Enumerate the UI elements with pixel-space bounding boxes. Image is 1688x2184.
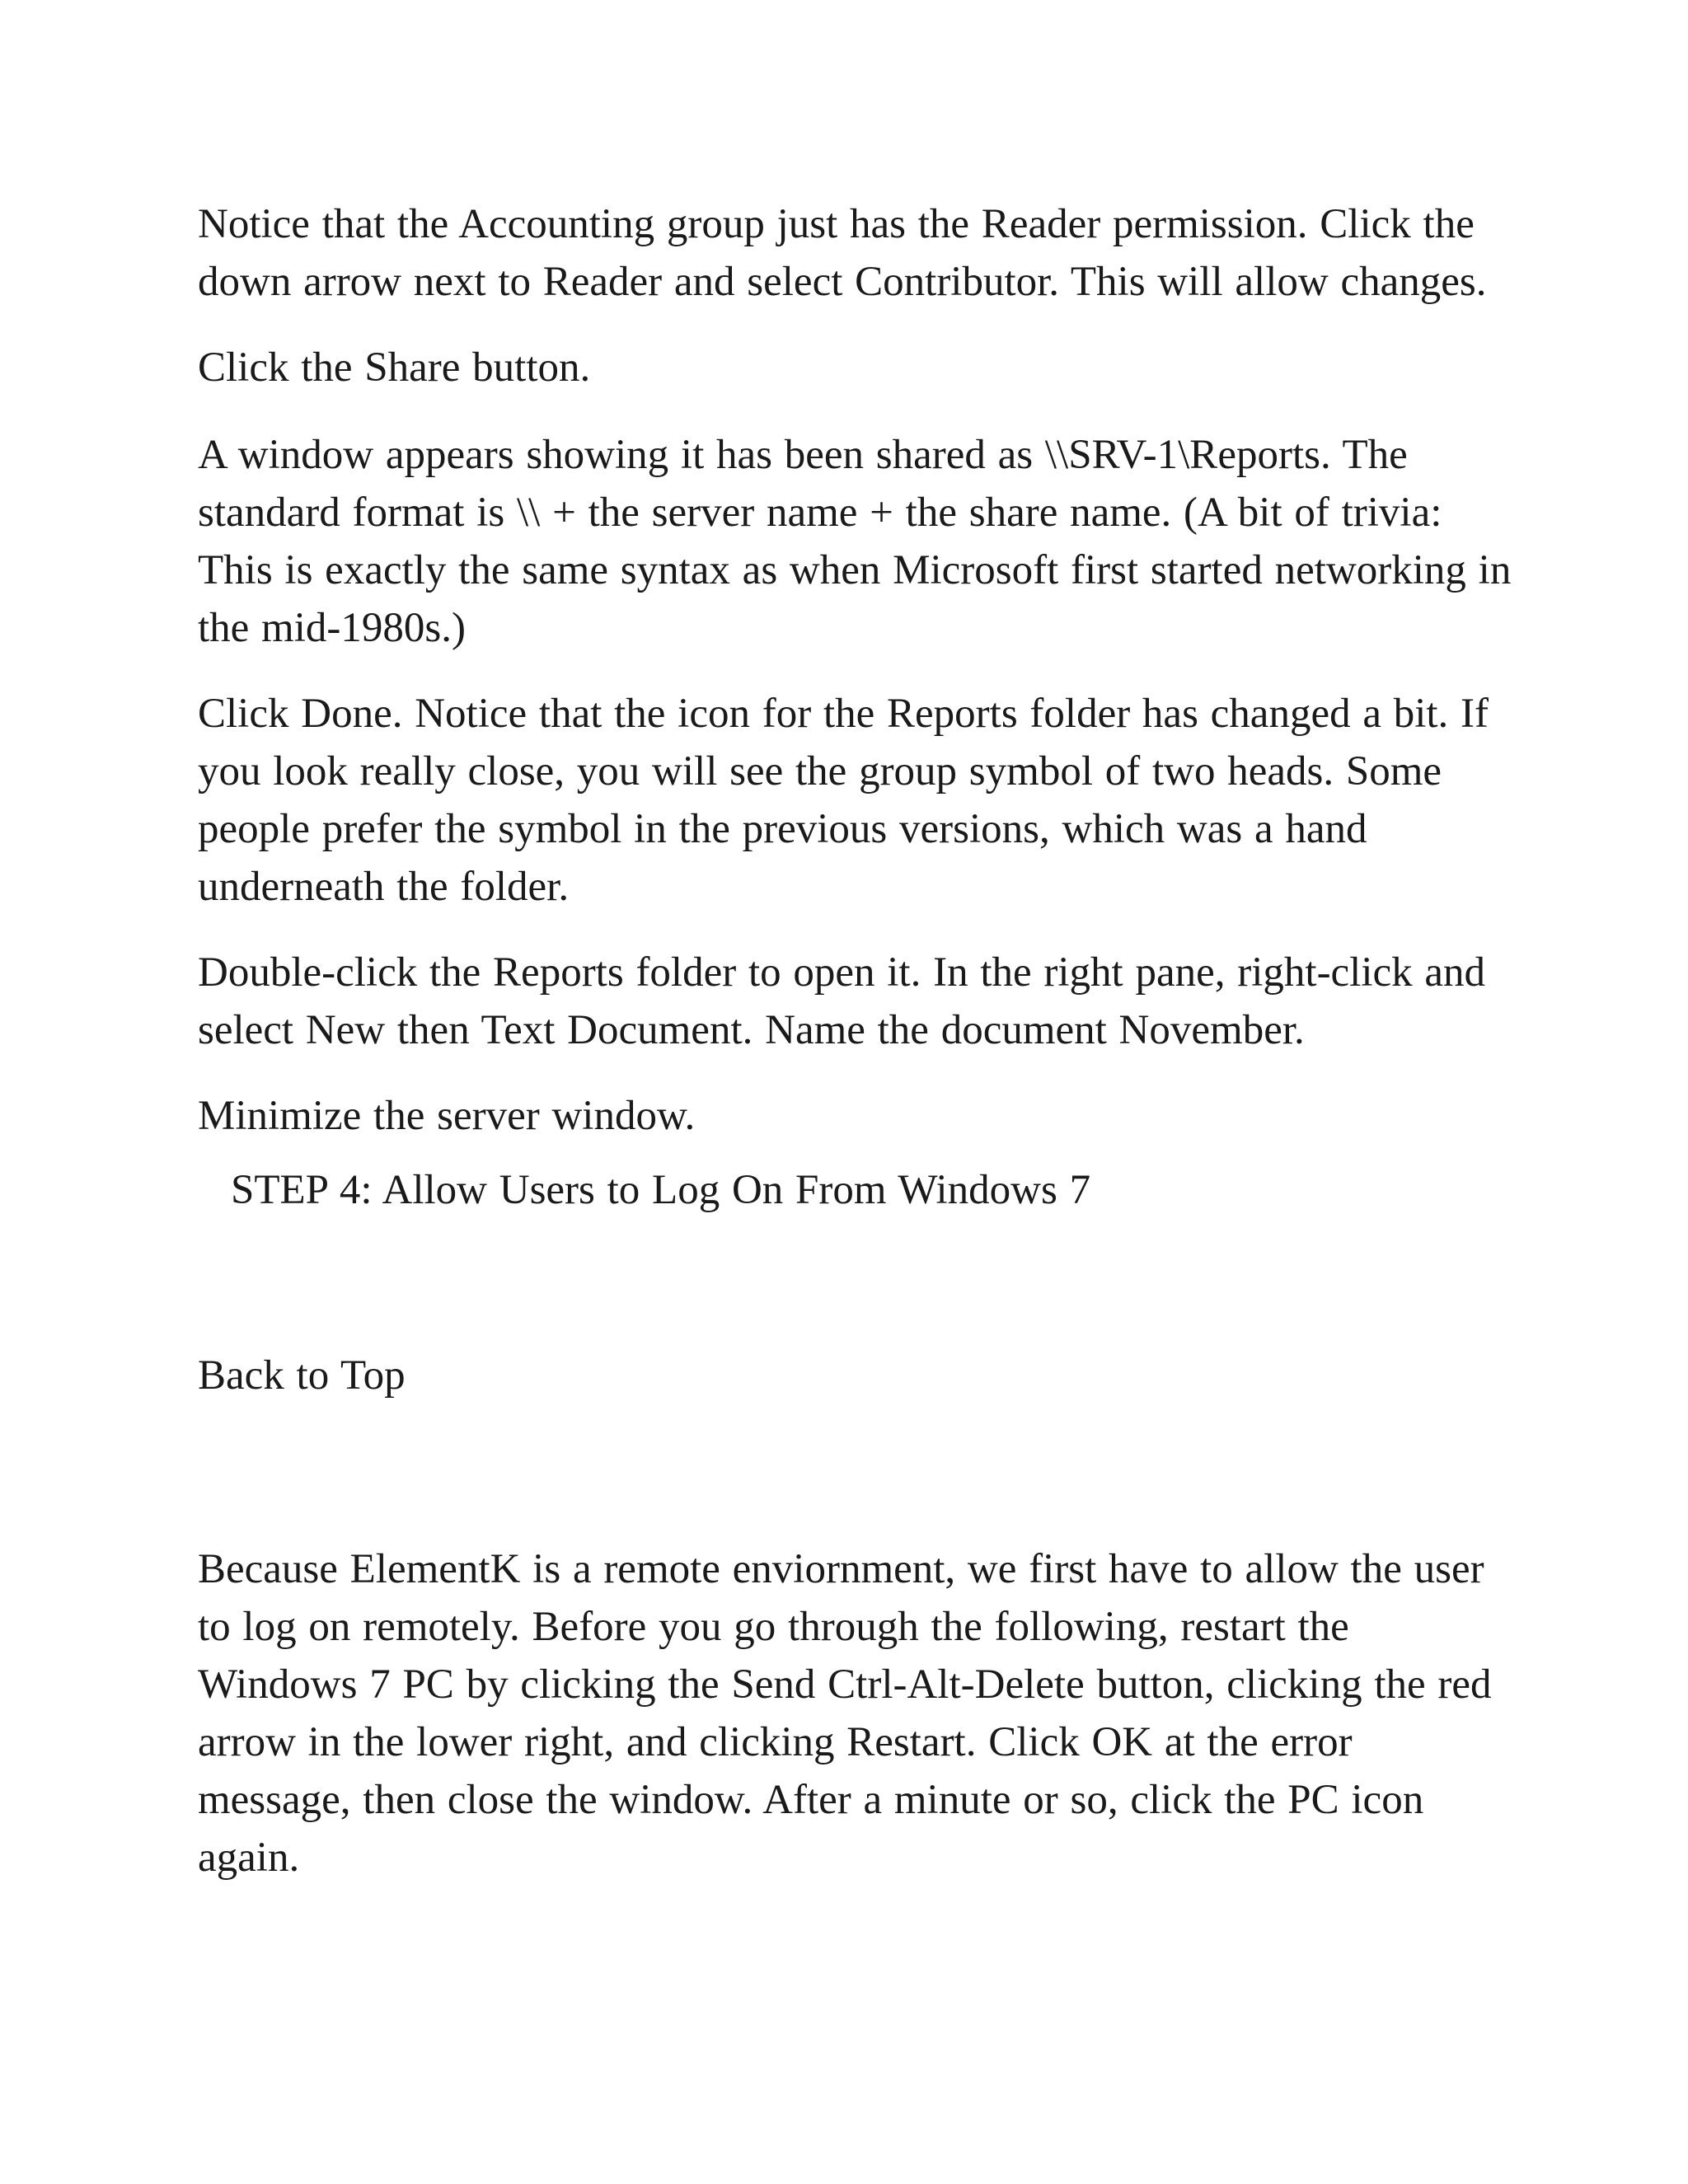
paragraph-share-path: A window appears showing it has been shared as \\SRV-1\Reports. The standard format is \\ + the server name + the share name. (A bit of trivia: This is exactly the same syntax as when Microsoft first started networking in the mid-1980s.) (198, 432, 1512, 651)
paragraph-click-share: Click the Share button. (198, 344, 591, 391)
paragraph-remote-logon: Because ElementK is a remote enviornment, we first have to allow the user to log on remotely. Before you go through the following, restart the Windows 7 PC by clicking the Send Ctrl-Alt-Delete button, clicking the red arrow in the lower right, and clicking Restart. Click OK at the error message, then close the window. After a minute or so, click the PC icon again. (198, 1546, 1492, 1881)
paragraph-open-reports: Double-click the Reports folder to open it. In the right pane, right-click and select New then Text Document. Name the document November. (198, 949, 1486, 1053)
paragraph-minimize-window: Minimize the server window. (198, 1093, 696, 1139)
document-body (198, 195, 1517, 1886)
back-to-top-link[interactable]: Back to Top (198, 1352, 406, 1399)
paragraph-click-done: Click Done. Notice that the icon for the Reports folder has changed a bit. If you look really close, you will see the group symbol of two heads. Some people prefer the symbol in the previous versions, which was a hand underneath the folder. (198, 691, 1489, 910)
paragraph-accounting-permission: Notice that the Accounting group just has the Reader permission. Click the down arrow next to Reader and select Contributor. This will allow changes. (198, 201, 1487, 305)
step-4-heading: STEP 4: Allow Users to Log On From Windows 7 (231, 1167, 1091, 1213)
